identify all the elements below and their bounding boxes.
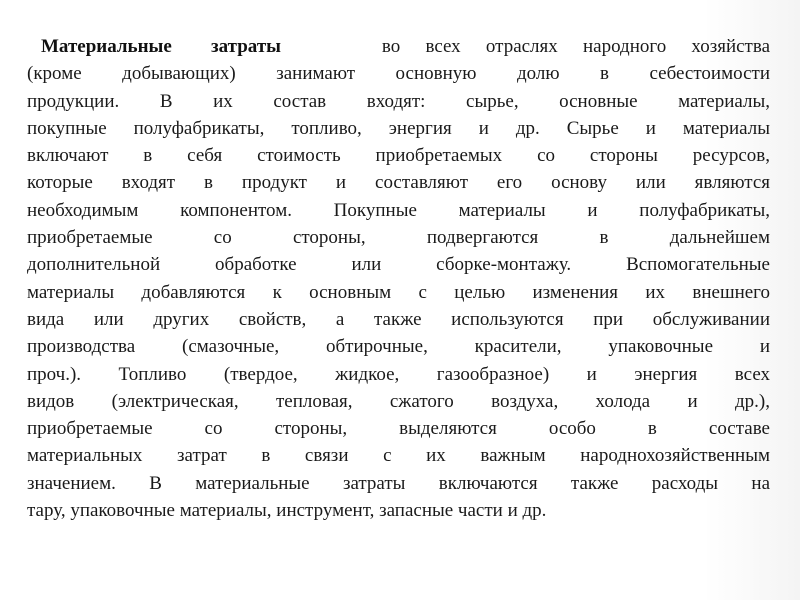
paragraph-line [41,33,770,60]
paragraph-line: приобретаемые со стороны, подвергаются в дальнейшем [27,227,770,249]
paragraph-line: (кроме добывающих) занимают основную долю в себестоимости [27,63,770,85]
paragraph-line: включают в себя стоимость приобретаемых со стороны ресурсов, [27,145,770,167]
paragraph-line: вида или других свойств, а также используются при обслуживании [27,308,770,330]
paragraph-line: материалы добавляются к основным с целью изменения их внешнего [27,281,770,303]
paragraph-line: дополнительной обработке или сборке-монтажу. Вспомогательные [27,254,770,276]
paragraph-line: покупные полуфабрикаты, топливо, энергия и др. Сырье и материалы [27,117,770,139]
paragraph-line: значением. В материальные затраты включаются также расходы на [27,472,770,494]
body-paragraph [27,33,770,524]
paragraph-line: производства (смазочные, обтирочные, красители, упаковочные и [27,336,770,358]
key-term: Материальные затраты [41,36,281,57]
paragraph-line: которые входят в продукт и составляют его основу или являются [27,172,770,194]
paragraph-line: приобретаемые со стороны, выделяются особо в составе [27,418,770,440]
line-text: во всех отраслях народного хозяйства [381,36,770,57]
paragraph-line: необходимым компонентом. Покупные материалы и полуфабрикаты, [27,199,770,221]
paragraph-line: материальных затрат в связи с их важным народнохозяйственным [27,445,770,467]
paragraph-line: видов (электрическая, тепловая, сжатого воздуха, холода и др.), [27,390,770,412]
paragraph-line: проч.). Топливо (твердое, жидкое, газообразное) и энергия всех [27,363,770,385]
paragraph-line: тару, упаковочные материалы, инструмент, запасные части и др. [27,500,547,522]
paragraph-line: продукции. В их состав входят: сырье, основные материалы, [27,90,770,112]
